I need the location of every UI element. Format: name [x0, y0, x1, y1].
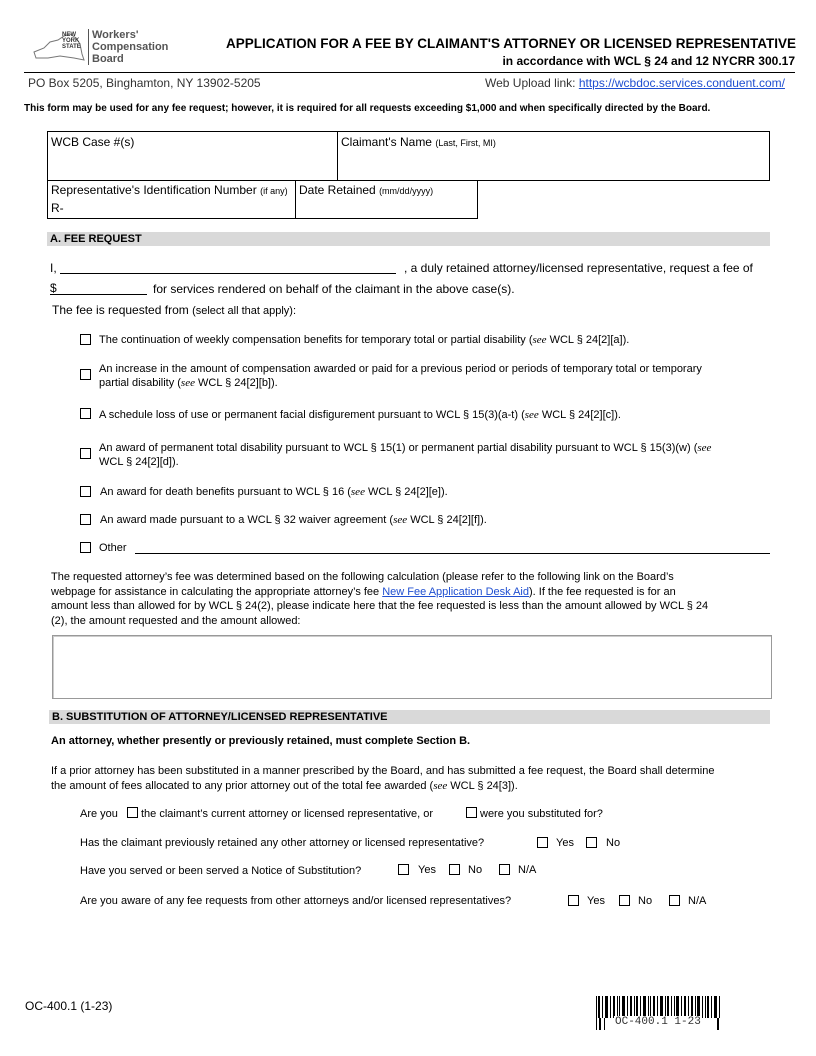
previously-retained-yes-label: Yes	[556, 837, 574, 849]
rep-id-field[interactable]	[47, 180, 296, 219]
logo-agency-line1: Workers'	[92, 29, 139, 41]
option-increase-label: An increase in the amount of compensation awarded or paid for a previous period or periods of temporary total or temporary partial disability (see WCL § 24[2][b]).	[99, 363, 702, 389]
calculation-instructions: The requested attorney’s fee was determined based on the following calculation (please refer to the following link on the Board’s webpage for assistance in calculating the appropriate attorney’s fee New Fee Application Desk Aid). If the fee requested is for an amount less than allowed for by WCL § 24(2), please indicate here that the fee requested is less than the amount allowed by WCL § 24 (2), the amount requested and the amount allowed:	[51, 571, 709, 627]
case-number-label: WCB Case #(s)	[51, 135, 135, 149]
previously-retained-no-checkbox[interactable]	[586, 837, 597, 848]
notice-substitution-yes-checkbox[interactable]	[398, 864, 409, 875]
other-fee-requests-na-label: N/A	[688, 895, 707, 907]
form-id: OC-400.1 (1-23)	[25, 999, 113, 1013]
rep-id-label: Representative's Identification Number	[51, 183, 257, 197]
fee-amount-input[interactable]	[50, 294, 147, 295]
attorney-name-input[interactable]	[60, 273, 396, 274]
logo-agency-line2: Compensation	[92, 41, 169, 53]
q-current-or-substituted-label-c: were you substituted for?	[480, 808, 603, 820]
section-b-title: B. SUBSTITUTION OF ATTORNEY/LICENSED REPRESENTATIVE	[52, 711, 388, 723]
calculation-textarea[interactable]	[52, 635, 772, 699]
option-waiver-agreement-checkbox[interactable]	[80, 514, 91, 525]
fee-dollar-sign: $	[50, 281, 57, 295]
option-other-checkbox[interactable]	[80, 542, 91, 553]
logo-state-line3: STATE	[62, 44, 81, 50]
option-other-label: Other	[99, 542, 127, 554]
logo-state-line2: YORK	[62, 38, 80, 44]
q-other-fee-requests-label: Are you aware of any fee requests from other attorneys and/or licensed representatives?	[80, 895, 512, 907]
option-schedule-loss-checkbox[interactable]	[80, 408, 91, 419]
option-continuation-label: The continuation of weekly compensation benefits for temporary total or partial disability (see WCL § 24[2][a]).	[99, 334, 630, 346]
form-subtitle: in accordance with WCL § 24 and 12 NYCRR 300.17	[502, 54, 795, 68]
current-attorney-checkbox[interactable]	[127, 807, 138, 818]
option-waiver-agreement-label: An award made pursuant to a WCL § 32 waiver agreement (see WCL § 24[2][f]).	[100, 514, 487, 526]
section-b-note: An attorney, whether presently or previously retained, must complete Section B.	[51, 735, 471, 747]
option-continuation-checkbox[interactable]	[80, 334, 91, 345]
rep-id-prefix: R-	[51, 201, 64, 215]
notice-substitution-no-label: No	[468, 864, 483, 876]
logo-state-line1: NEW	[62, 32, 76, 38]
q-previously-retained-label: Has the claimant previously retained any other attorney or licensed representative?	[80, 837, 485, 849]
desk-aid-link[interactable]: New Fee Application Desk Aid	[382, 585, 529, 598]
case-number-field[interactable]	[47, 131, 338, 181]
barcode-icon	[596, 996, 721, 1018]
date-retained-label: Date Retained	[299, 183, 376, 197]
barcode-text: OC-400.1 1-23	[615, 1016, 701, 1028]
requested-from-hint: (select all that apply):	[192, 305, 297, 317]
form-title: APPLICATION FOR A FEE BY CLAIMANT'S ATTORNEY OR LICENSED REPRESENTATIVE	[226, 36, 796, 51]
upload-label: Web Upload link:	[485, 76, 576, 90]
mailing-address: PO Box 5205, Binghamton, NY 13902-5205	[28, 76, 261, 90]
claimant-name-field[interactable]	[337, 131, 770, 181]
substituted-checkbox[interactable]	[466, 807, 477, 818]
option-permanent-disability-label: An award of permanent total disability pursuant to WCL § 15(1) or permanent partial disability pursuant to WCL § 15(3)(w) (see WCL § 24[2][d]).	[99, 442, 712, 468]
notice-substitution-yes-label: Yes	[418, 864, 436, 876]
other-fee-requests-yes-label: Yes	[587, 895, 605, 907]
previously-retained-no-label: No	[606, 837, 621, 849]
date-retained-hint: (mm/dd/yyyy)	[379, 186, 434, 196]
q-current-or-substituted-label-a: Are you	[80, 808, 118, 820]
claimant-name-label: Claimant's Name	[341, 135, 432, 149]
option-permanent-disability-checkbox[interactable]	[80, 448, 91, 459]
other-fee-requests-na-checkbox[interactable]	[669, 895, 680, 906]
logo	[30, 28, 170, 68]
new-york-state-map-icon	[30, 30, 90, 64]
notice-substitution-no-checkbox[interactable]	[449, 864, 460, 875]
q-notice-substitution-label: Have you served or been served a Notice of Substitution?	[80, 865, 362, 877]
section-a-header	[47, 232, 770, 246]
option-increase-checkbox[interactable]	[80, 369, 91, 380]
other-fee-requests-yes-checkbox[interactable]	[568, 895, 579, 906]
option-schedule-loss-label: A schedule loss of use or permanent facial disfigurement pursuant to WCL § 15(3)(a-t) (see WCL § 24[2][c]).	[99, 409, 621, 421]
section-b-paragraph: If a prior attorney has been substituted in a manner prescribed by the Board, and has submitted a fee request, the Board shall determine the amount of fees allocated to any prior attorney out of the total fee awarded (see WCL § 24[3]).	[51, 765, 715, 792]
q-current-or-substituted-label-b: the claimant’s current attorney or licensed representative, or	[141, 808, 434, 820]
other-fee-requests-no-checkbox[interactable]	[619, 895, 630, 906]
option-death-benefits-label: An award for death benefits pursuant to WCL § 16 (see WCL § 24[2][e]).	[100, 486, 448, 498]
option-death-benefits-checkbox[interactable]	[80, 486, 91, 497]
upload-link[interactable]: https://wcbdoc.services.conduent.com/	[578, 76, 785, 90]
fee-line1-end: , a duly retained attorney/licensed representative, request a fee of	[404, 261, 753, 275]
requested-from-label: The fee is requested from	[52, 303, 189, 317]
other-fee-requests-no-label: No	[638, 895, 653, 907]
date-retained-field[interactable]	[295, 180, 478, 219]
notice-substitution-na-checkbox[interactable]	[499, 864, 510, 875]
section-a-title: A. FEE REQUEST	[50, 233, 142, 245]
previously-retained-yes-checkbox[interactable]	[537, 837, 548, 848]
notice-substitution-na-label: N/A	[518, 864, 537, 876]
section-b-header	[49, 710, 770, 724]
claimant-name-hint: (Last, First, MI)	[435, 138, 496, 148]
option-other-input[interactable]	[135, 553, 770, 554]
intro-note: This form may be used for any fee request; however, it is required for all requests exceeding $1,000 and when specifically directed by the Board.	[24, 103, 711, 114]
fee-line1-start: I,	[50, 261, 57, 275]
fee-line2-text: for services rendered on behalf of the claimant in the above case(s).	[153, 282, 515, 296]
barcode	[596, 996, 721, 1030]
logo-agency-line3: Board	[92, 53, 124, 65]
rep-id-hint: (if any)	[260, 186, 288, 196]
